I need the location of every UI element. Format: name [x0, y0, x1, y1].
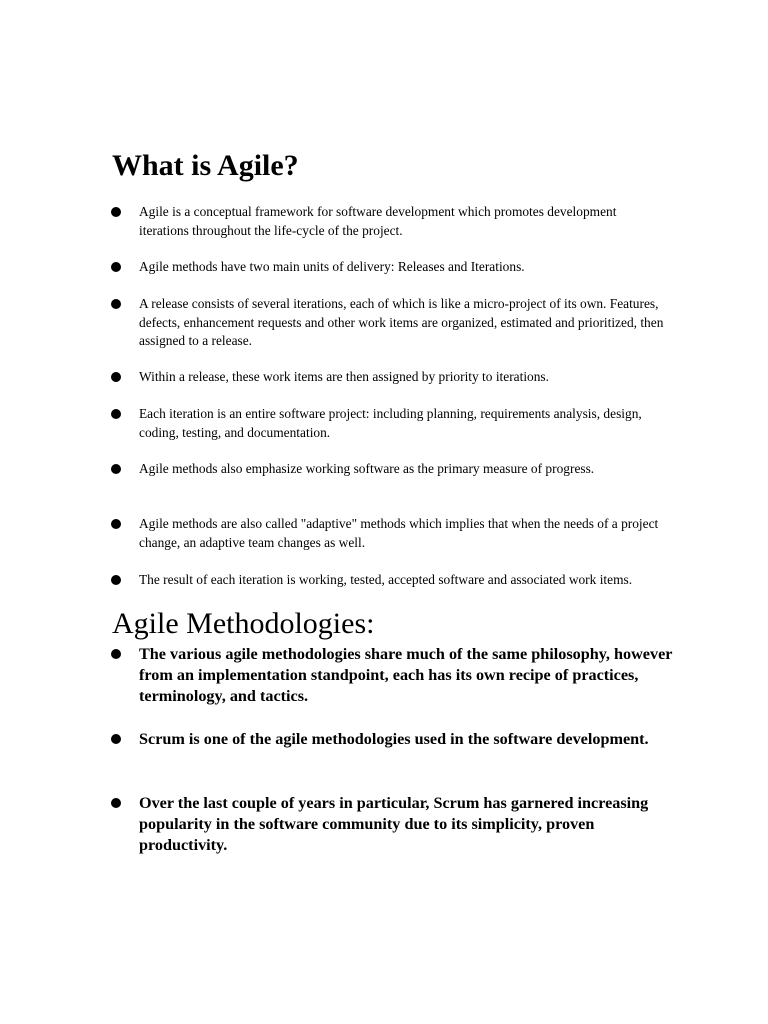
bullet-text: Within a release, these work items are then assigned by priority to iterations.: [139, 369, 549, 384]
bullet-text: Agile methods are also called "adaptive" methods which implies that when the needs of a project change, an adaptive team changes as well.: [139, 516, 659, 550]
bullet-icon: [111, 207, 121, 217]
bullet-icon: [111, 734, 121, 744]
bullet-icon: [111, 262, 121, 272]
bullet-icon: [111, 519, 121, 529]
bullet-icon: [111, 575, 121, 585]
bullet-text: Each iteration is an entire software project: including planning, requirements analysis, design, coding, testing, and documentation.: [139, 406, 642, 440]
bullet-text: Agile methods have two main units of delivery: Releases and Iterations.: [139, 259, 525, 274]
bullet-icon: [111, 798, 121, 808]
bullet-text: A release consists of several iterations, each of which is like a micro-project of its own. Features, defects, enhancement requests and other work items are organized, estimated and prioritized, then assigned to a release.: [139, 296, 664, 348]
bullet-text: Agile is a conceptual framework for software development which promotes development iterations throughout the life-cycle of the project.: [139, 204, 617, 238]
heading-what-is-agile: What is Agile?: [112, 149, 299, 182]
bullet-text: The result of each iteration is working, tested, accepted software and associated work items.: [139, 572, 633, 587]
bullet-icon: [111, 649, 121, 659]
bullet-text: Scrum is one of the agile methodologies used in the software development.: [139, 730, 649, 748]
bullet-text: Agile methods also emphasize working software as the primary measure of progress.: [139, 461, 595, 476]
bullet-icon: [111, 464, 121, 474]
bullet-icon: [111, 409, 121, 419]
bullet-text: The various agile methodologies share much of the same philosophy, however from an implementation standpoint, each has its own recipe of practices, terminology, and tactics.: [139, 645, 673, 705]
bullet-icon: [111, 372, 121, 382]
heading-agile-methodologies: Agile Methodologies:: [112, 607, 375, 640]
bullet-text: Over the last couple of years in particular, Scrum has garnered increasing popularity in the software community due to its simplicity, proven productivity.: [139, 794, 649, 854]
bullet-icon: [111, 299, 121, 309]
